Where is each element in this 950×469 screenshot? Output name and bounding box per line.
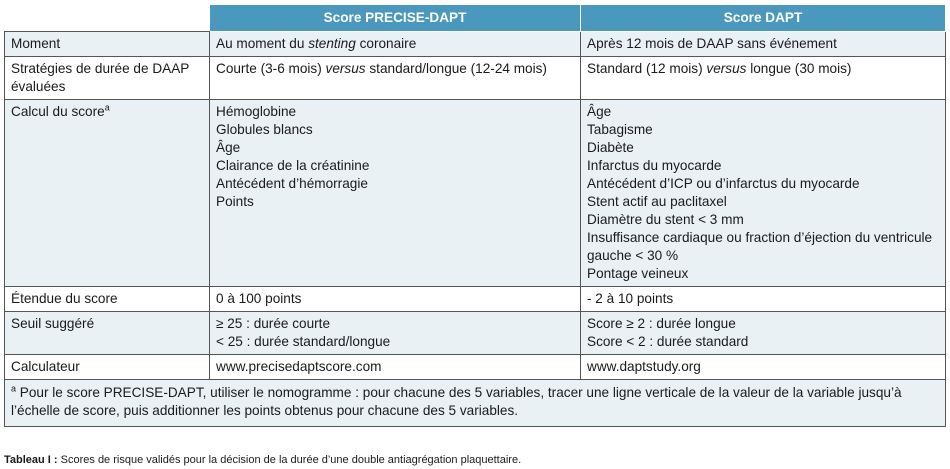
table-footnote: [5, 380, 946, 427]
threshold-line: ≥ 25 : durée courte: [216, 316, 331, 331]
cell-text: coronaire: [355, 36, 417, 51]
list-item: Antécédent d’ICP ou d’infarctus du myocarde: [587, 176, 860, 191]
caption-label: Tableau I :: [4, 454, 58, 466]
cell-text: Standard (12 mois): [587, 61, 707, 76]
list-item: Âge: [587, 104, 612, 119]
cell-precise: [210, 312, 581, 355]
list-item: Clairance de la créatinine: [216, 158, 370, 173]
table-caption: [4, 454, 521, 467]
threshold-line: < 25 : durée standard/longue: [216, 334, 391, 349]
cell-precise: [210, 57, 581, 100]
cell-text: Courte (3-6 mois): [216, 61, 326, 76]
table-header-row: [5, 5, 946, 32]
row-label: Moment: [5, 32, 210, 57]
list-item: Pontage veineux: [587, 266, 689, 281]
cell-text-italic: stenting: [308, 36, 356, 51]
cell-dapt: Après 12 mois de DAAP sans événement: [581, 32, 946, 57]
caption-text: Scores de risque validés pour la décision de la durée d’une double antiagrégation plaquettaire.: [57, 454, 522, 466]
scores-table-container: [4, 4, 945, 427]
row-label: [5, 100, 210, 287]
row-seuil: [5, 312, 946, 355]
row-label: Seuil suggéré: [5, 312, 210, 355]
scores-table: [4, 4, 946, 427]
row-moment: [5, 32, 946, 57]
row-label: Calculateur: [5, 355, 210, 380]
row-strategies: [5, 57, 946, 100]
cell-precise: [210, 32, 581, 57]
footnote-marker: a: [104, 102, 110, 113]
cell-dapt: - 2 à 10 points: [581, 287, 946, 312]
header-empty-cell: [5, 5, 210, 32]
cell-text: longue (30 mois): [746, 61, 852, 76]
cell-text: Au moment du: [216, 36, 309, 51]
list-item: Antécédent d’hémorragie: [216, 176, 368, 191]
threshold-line: Score < 2 : durée standard: [587, 334, 749, 349]
row-etendue: [5, 287, 946, 312]
cell-dapt-list: [581, 100, 946, 287]
header-dapt: Score DAPT: [581, 5, 946, 32]
cell-text-italic: versus: [325, 61, 366, 76]
threshold-line: Score ≥ 2 : durée longue: [587, 316, 736, 331]
row-label: Étendue du score: [5, 287, 210, 312]
header-precise-dapt: Score PRECISE-DAPT: [210, 5, 581, 32]
list-item: Âge: [216, 140, 241, 155]
row-footnote: [5, 380, 946, 427]
cell-text-italic: versus: [706, 61, 747, 76]
list-item: Tabagisme: [587, 122, 653, 137]
list-item: Infarctus du myocarde: [587, 158, 722, 173]
list-item: Diabète: [587, 140, 634, 155]
cell-precise-url: www.precisedaptscore.com: [210, 355, 581, 380]
list-item: Stent actif au paclitaxel: [587, 194, 727, 209]
list-item: Points: [216, 194, 254, 209]
footnote-marker: a: [11, 383, 17, 394]
cell-dapt: [581, 57, 946, 100]
cell-precise-list: [210, 100, 581, 287]
cell-precise: 0 à 100 points: [210, 287, 581, 312]
cell-dapt: [581, 312, 946, 355]
cell-dapt-url: www.daptstudy.org: [581, 355, 946, 380]
list-item: Hémoglobine: [216, 104, 297, 119]
list-item: Insuffisance cardiaque ou fraction d’éjection du ventricule gauche < 30 %: [587, 230, 933, 263]
list-item: Diamètre du stent < 3 mm: [587, 212, 744, 227]
cell-text: standard/longue (12-24 mois): [365, 61, 547, 76]
list-item: Globules blancs: [216, 122, 313, 137]
row-calcul: [5, 100, 946, 287]
row-label-text: Calcul du score: [11, 104, 105, 119]
row-label: Stratégies de durée de DAAP évaluées: [5, 57, 210, 100]
footnote-text: Pour le score PRECISE-DAPT, utiliser le nomogramme : pour chacune des 5 variables, tracer une ligne verticale de la valeur de la variable jusqu’à l’échelle de score, puis additionner les points obtenus pour chacune des 5 variables.: [11, 385, 902, 418]
row-calculateur: [5, 355, 946, 380]
